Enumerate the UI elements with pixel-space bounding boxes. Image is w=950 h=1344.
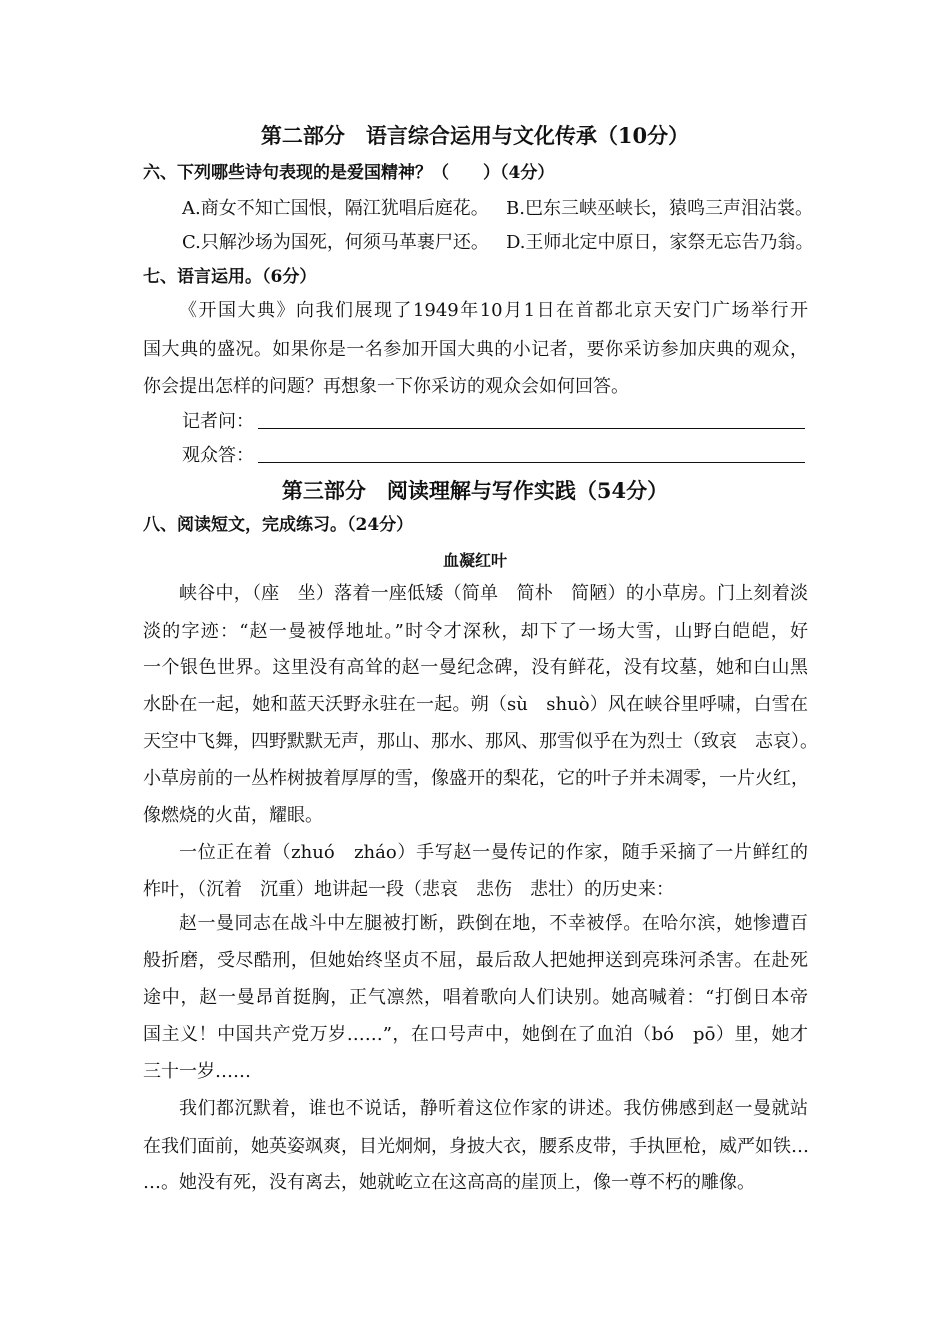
passage-title: 血凝红叶 xyxy=(442,551,507,570)
passage-line-11: 般折磨，受尽酷刑，但她始终坚贞不屈，最后敌人把她押送到亮珠河杀害。在赴死 xyxy=(143,950,808,971)
passage-line-15: 我们都沉默着，谁也不说话，静听着这位作家的讲述。我仿佛感到赵一曼就站 xyxy=(179,1098,808,1119)
reporter-answer-line[interactable] xyxy=(258,428,805,429)
q6-option-d: D.王师北定中原日，家祭无忘告乃翁。 xyxy=(506,232,814,253)
passage-line-13: 国主义！中国共产党万岁……”，在口号声中，她倒在了血泊（bó pō）里，她才 xyxy=(143,1024,808,1045)
passage-line-8: 一位正在着（zhuó zháo）手写赵一曼传记的作家，随手采摘了一片鲜红的 xyxy=(179,842,808,863)
passage-line-2: 淡的字迹：“赵一曼被俘地址。”时令才深秋，却下了一场大雪，山野白皑皑，好 xyxy=(143,621,808,642)
passage-line-10: 赵一曼同志在战斗中左腿被打断，跌倒在地，不幸被俘。在哈尔滨，她惨遭百 xyxy=(179,913,808,934)
q6-option-b: B.巴东三峡巫峡长，猿鸣三声泪沾裳。 xyxy=(506,198,813,219)
part3-heading: 第三部分 阅读理解与写作实践（54分） xyxy=(281,478,669,503)
passage-line-1: 峡谷中，（座 坐）落着一座低矮（简单 简朴 简陋）的小草房。门上刻着淡 xyxy=(179,583,808,604)
q7-text-line-2: 国大典的盛况。如果你是一名参加开国大典的小记者，要你采访参加庆典的观众， xyxy=(143,339,808,360)
passage-line-16: 在我们面前，她英姿飒爽，目光炯炯，身披大衣，腰系皮带，手执匣枪，威严如铁… xyxy=(143,1136,809,1157)
reporter-label: 记者问： xyxy=(182,411,254,432)
passage-line-3: 一个银色世界。这里没有高耸的赵一曼纪念碑，没有鲜花，没有坟墓，她和白山黑 xyxy=(143,657,808,678)
audience-label: 观众答： xyxy=(182,445,254,466)
passage-line-4: 水卧在一起，她和蓝天沃野永驻在一起。朔（sù shuò）风在峡谷里呼啸，白雪在 xyxy=(143,694,808,715)
passage-line-6: 小草房前的一丛柞树披着厚厚的雪，像盛开的梨花，它的叶子并未凋零，一片火红， xyxy=(143,768,809,789)
passage-line-17: …。她没有死，没有离去，她就屹立在这高高的崖顶上，像一尊不朽的雕像。 xyxy=(143,1172,755,1193)
passage-line-9: 柞叶，（沉着 沉重）地讲起一段（悲哀 悲伤 悲壮）的历史来： xyxy=(143,879,674,900)
q6-option-a: A.商女不知亡国恨，隔江犹唱后庭花。 xyxy=(182,198,489,219)
q8-prompt: 八、阅读短文，完成练习。（24分） xyxy=(143,515,414,535)
part2-heading: 第二部分 语言综合运用与文化传承（10分） xyxy=(260,123,690,148)
q7-prompt: 七、语言运用。（6分） xyxy=(143,267,317,287)
audience-answer-line[interactable] xyxy=(258,462,805,463)
q7-text-line-1: 《开国大典》向我们展现了1949年10月1日在首都北京天安门广场举行开 xyxy=(179,300,808,321)
passage-line-12: 途中，赵一曼昂首挺胸，正气凛然，唱着歌向人们诀别。她高喊着：“打倒日本帝 xyxy=(143,987,808,1008)
passage-line-5: 天空中飞舞，四野默默无声，那山、那水、那风、那雪似乎在为烈士（致哀 志哀）。 xyxy=(143,731,818,752)
q6-prompt: 六、下列哪些诗句表现的是爱国精神？（ ）（4分） xyxy=(143,163,555,183)
passage-line-14: 三十一岁…… xyxy=(143,1061,251,1082)
q7-text-line-3: 你会提出怎样的问题？再想象一下你采访的观众会如何回答。 xyxy=(143,376,629,397)
q6-option-c: C.只解沙场为国死，何须马革裹尸还。 xyxy=(182,232,489,253)
passage-line-7: 像燃烧的火苗，耀眼。 xyxy=(143,805,323,826)
